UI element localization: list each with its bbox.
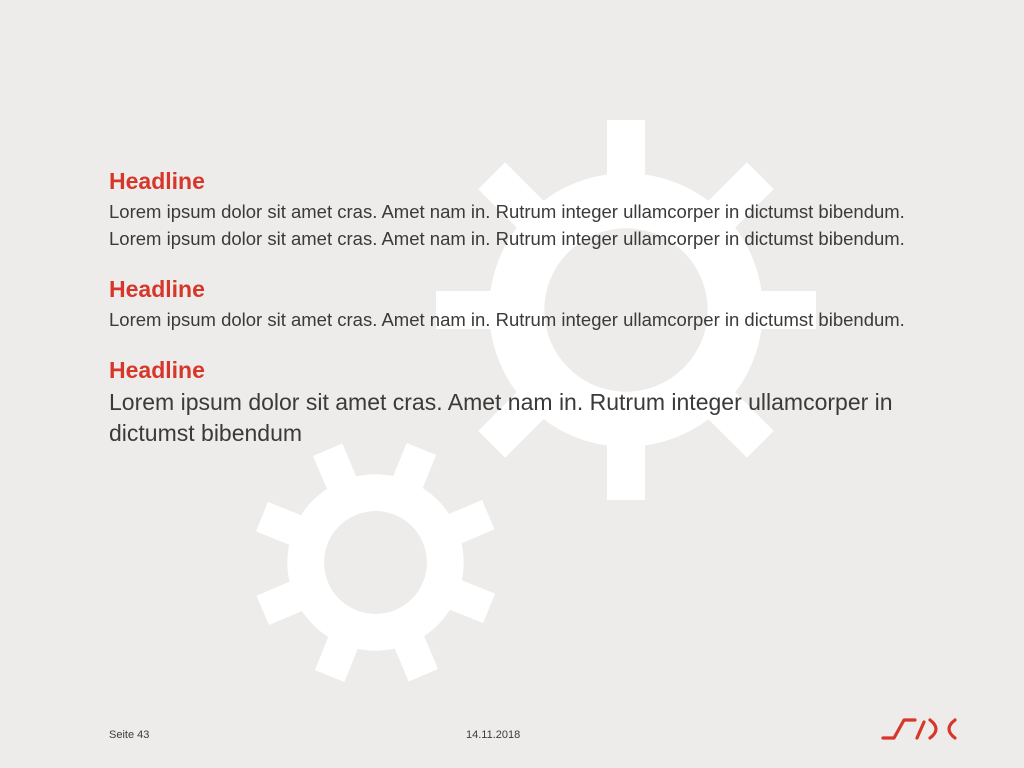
section-3 (109, 355, 909, 449)
section-2-body: Lorem ipsum dolor sit amet cras. Amet nam in. Rutrum integer ullamcorper in dictumst bibendum. (109, 309, 905, 330)
content-area (109, 166, 909, 449)
six-logo-icon (880, 716, 958, 742)
gear-small-icon (253, 440, 498, 685)
footer-date: 14.11.2018 (466, 729, 521, 741)
section-3-headline: Headline (109, 357, 205, 383)
section-1-headline: Headline (109, 168, 205, 194)
section-2 (109, 274, 909, 333)
section-1-body: Lorem ipsum dolor sit amet cras. Amet nam in. Rutrum integer ullamcorper in dictumst bibendum. Lorem ipsum dolor sit amet cras. Amet nam in. Rutrum integer ullamcorper in dictumst bibendum. (109, 201, 905, 249)
page-number: Seite 43 (109, 729, 150, 741)
section-1 (109, 166, 909, 252)
section-3-body: Lorem ipsum dolor sit amet cras. Amet nam in. Rutrum integer ullamcorper in dictumst bibendum (109, 389, 893, 446)
section-2-headline: Headline (109, 276, 205, 302)
